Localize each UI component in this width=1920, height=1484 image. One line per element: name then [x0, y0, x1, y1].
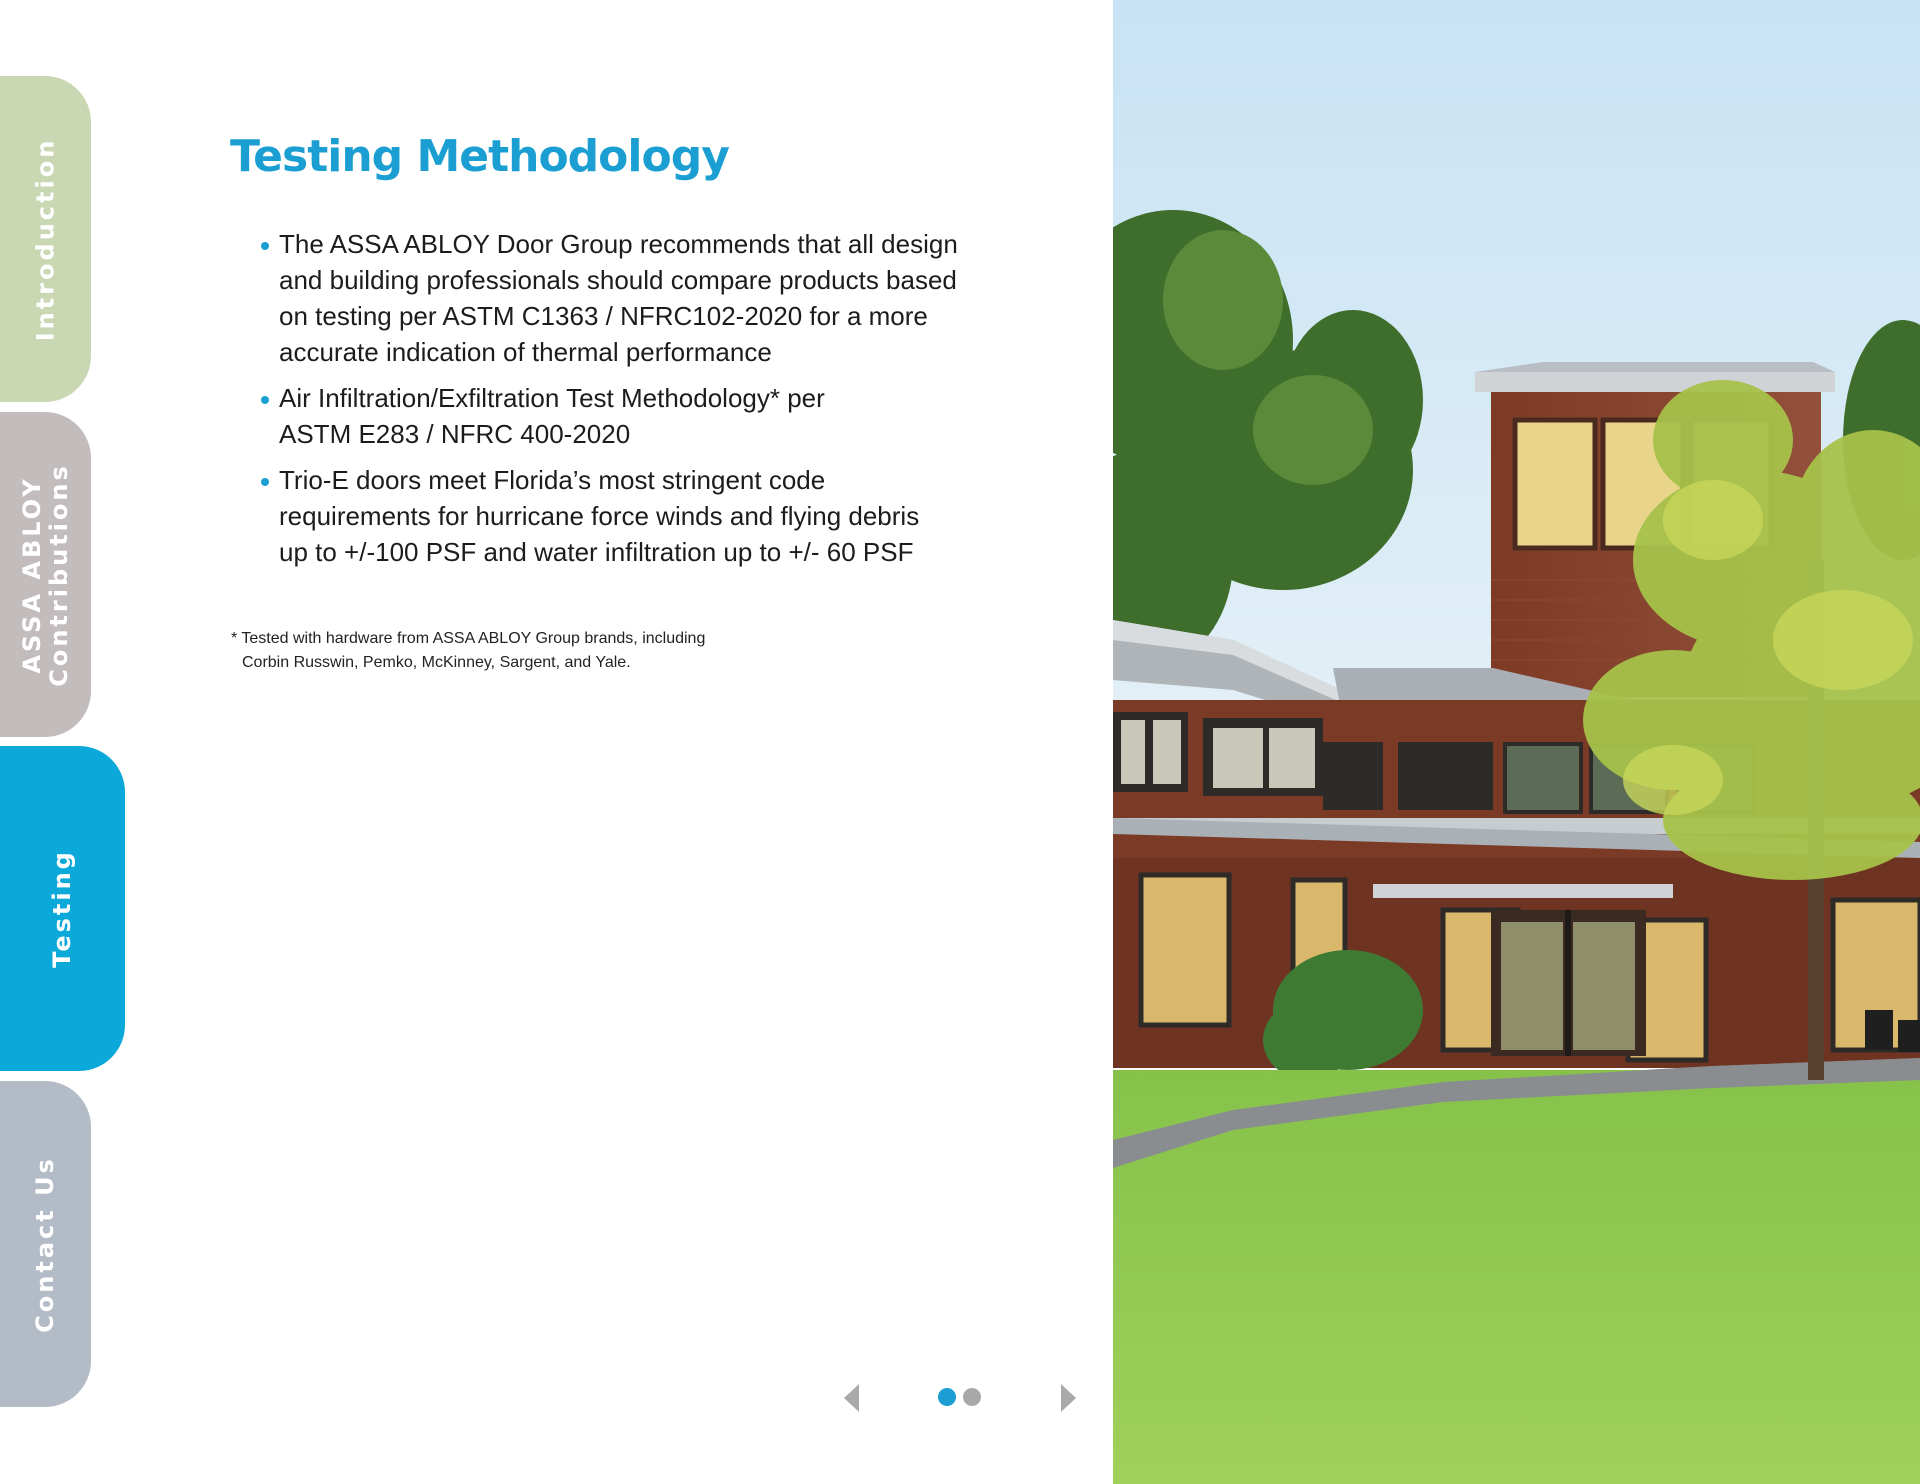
bullet-line: and building professionals should compare products based [279, 265, 957, 295]
page-title: Testing Methodology [230, 131, 729, 182]
bullet-line: Trio-E doors meet Florida’s most stringent code [279, 465, 826, 495]
tab-testing[interactable] [0, 746, 125, 1071]
tab-contributions-label-line-2: Contributions [44, 462, 73, 687]
bullet-line: up to +/-100 PSF and water infiltration up to +/- 60 PSF [279, 537, 914, 567]
building-photo-illustration [1113, 0, 1920, 1484]
footnote-line-1: * Tested with hardware from ASSA ABLOY Group brands, including [231, 630, 706, 647]
bullet-item [256, 462, 976, 570]
bullet-line: on testing per ASTM C1363 / NFRC102-2020 for a more [279, 301, 928, 331]
footnote-line-2: Corbin Russwin, Pemko, McKinney, Sargent, and Yale. [242, 654, 631, 671]
bullet-line: Air Infiltration/Exfiltration Test Methodology* per [279, 383, 825, 413]
tab-assa-abloy-contributions[interactable] [0, 412, 91, 737]
bullet-item [256, 380, 976, 452]
tab-contact-us-label: Contact Us [31, 1155, 59, 1333]
tab-testing-label: Testing [48, 849, 76, 968]
bullet-line: accurate indication of thermal performance [279, 337, 772, 367]
bullet-line: The ASSA ABLOY Door Group recommends that all design [279, 229, 958, 259]
bullet-dot-icon [261, 478, 269, 486]
bullet-list [256, 226, 976, 580]
triangle-left-icon[interactable] [844, 1384, 859, 1412]
bullet-item [256, 226, 976, 370]
tab-contact-us[interactable] [0, 1081, 91, 1407]
footnote [231, 627, 831, 675]
page-dot-1-active[interactable] [938, 1388, 956, 1406]
tab-introduction[interactable] [0, 76, 91, 402]
bullet-dot-icon [261, 242, 269, 250]
bullet-dot-icon [261, 396, 269, 404]
tab-contributions-label-line-1: ASSA ABLOY [17, 475, 46, 674]
page-dot-2[interactable] [963, 1388, 981, 1406]
bullet-line: ASTM E283 / NFRC 400-2020 [279, 419, 631, 449]
building-photo [1113, 0, 1920, 1484]
bullet-line: requirements for hurricane force winds and flying debris [279, 501, 920, 531]
tab-introduction-label: Introduction [31, 137, 60, 341]
tab-contributions-label [19, 463, 73, 687]
triangle-right-icon[interactable] [1061, 1384, 1076, 1412]
